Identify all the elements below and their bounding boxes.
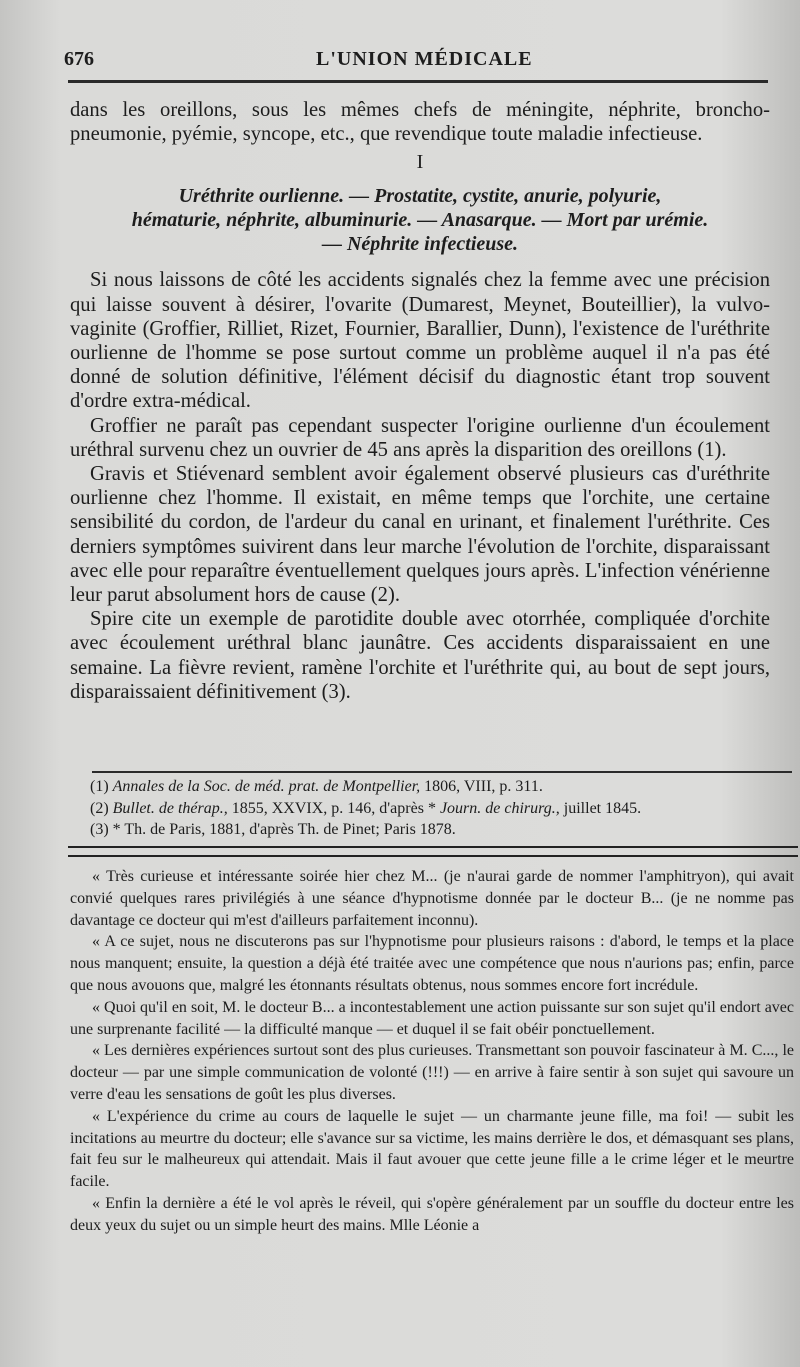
feuilleton-paragraph-2: « A ce sujet, nous ne discuterons pas sur l'hypnotisme pour plusieurs raisons : d'abord, le temps et la place nous manquent; ensuite, la question a déjà été traitée avec une compétence que nous n'aurions pas; enfin, parce que nous avouons que, malgré les étonnants résultats obtenus, nous sommes encore fort incrédule. xyxy=(70,933,794,994)
footnote-2: (2) Bullet. de thérap., 1855, XXVIX, p. 146, d'après * Journ. de chirurg., juillet 1845. xyxy=(90,799,642,817)
paragraph-2: Groffier ne paraît pas cependant suspecter l'origine ourlienne d'un écoulement uréthral survenu chez un ouvrier de 45 ans après la disparition des oreillons (1). xyxy=(70,414,770,461)
page-header xyxy=(64,44,764,78)
feuilleton-paragraph-6: « Enfin la dernière a été le vol après le réveil, qui s'opère généralement par un souffle du docteur entre les deux yeux du sujet ou un simple heurt des mains. Mlle Léonie a xyxy=(70,1194,794,1234)
section-title-line-3: — Néphrite infectieuse. xyxy=(321,233,519,256)
intro-paragraph: dans les oreillons, sous les mêmes chefs de méningite, néphrite, broncho-pneumonie, pyémie, syncope, etc., que revendique toute maladie infectieuse. xyxy=(70,99,770,146)
feuilleton-paragraph-3: « Quoi qu'il en soit, M. le docteur B... a incontestablement une action puissante sur son sujet qu'il endort avec une surprenante facilité — la difficulté manque — et duquel il se fait obéir ponctuellement. xyxy=(70,998,794,1038)
footnote-rule xyxy=(92,771,792,773)
feuilleton-separator xyxy=(68,846,798,857)
page-number: 676 xyxy=(64,48,94,70)
footnotes xyxy=(70,776,770,841)
feuilleton-paragraph-4: « Les dernières expériences surtout sont des plus curieuses. Transmettant son pouvoir fascinateur à M. C..., le docteur — par une simple communication de volonté (!!!) — en arrive à faire sentir à son sujet qui savoure un verre d'eau les sensations de goût les plus diverses. xyxy=(70,1042,794,1103)
section-title-line-1: Uréthrite ourlienne. — Prostatite, cystite, anurie, polyurie, xyxy=(178,185,662,208)
feuilleton-paragraph-1: « Très curieuse et intéressante soirée hier chez M... (je n'aurai garde de nommer l'amphitryon), qui avait convié quelques rares privilégiés à une séance d'hypnotisme donnée par le docteur B... (je ne nomme pas davantage ce docteur qui m'est d'ailleurs parfaitement inconnu). xyxy=(70,868,794,929)
header-rule xyxy=(68,80,768,83)
paragraph-3: Gravis et Stiévenard semblent avoir également observé plusieurs cas d'uréthrite ourlienne chez l'homme. Il existait, en même temps que l'orchite, une certaine sensibilité du cordon, de l'ardeur du canal en urinant, et finalement l'uréthrite. Ces derniers symptômes suivirent dans leur marche l'évolution de l'orchite, disparaissant avec elle pour reparaître éventuellement quelques jours après. L'infection vénérienne leur parut absolument hors de cause (2). xyxy=(70,463,770,607)
section-title-line-2: hématurie, néphrite, albuminurie. — Anasarque. — Mort par urémie. xyxy=(131,209,709,232)
paragraph-4: Spire cite un exemple de parotidite double avec otorrhée, compliquée d'orchite avec écoulement uréthral blanc jaunâtre. Ces accidents disparaissaient en une semaine. La fièvre revient, ramène l'orchite et l'uréthrite qui, au bout de sept jours, disparaissaient définitivement (3). xyxy=(70,608,770,703)
footnote-1: (1) Annales de la Soc. de méd. prat. de Montpellier, 1806, VIII, p. 311. xyxy=(90,778,543,795)
footnote-3: (3) * Th. de Paris, 1881, d'après Th. de Pinet; Paris 1878. xyxy=(90,821,456,838)
feuilleton-paragraph-5: « L'expérience du crime au cours de laquelle le sujet — un charmante jeune fille, ma foi! — subit les incitations au meurtre du docteur; elle s'avance sur sa victime, les mains derrière le dos, et démasquant ses plans, fait feu sur le malheureux qui attendait. Mais il faut avouer que cette jeune fille a le crime léger et le meurtre facile. xyxy=(70,1107,794,1191)
section-number: I xyxy=(416,151,424,174)
feuilleton-column xyxy=(70,866,794,1237)
paragraph-1: Si nous laissons de côté les accidents signalés chez la femme avec une précision qui laisse souvent à désirer, l'ovarite (Dumarest, Meynet, Bouteillier), la vulvo-vaginite (Groffier, Rilliet, Rizet, Fournier, Barallier, Dunn), l'existence de l'uréthrite ourlienne de l'homme se pose surtout comme un problème auquel il n'a pas été donné de solution définitive, l'élément décisif du diagnostic étant trop souvent d'ordre extra-médical. xyxy=(70,269,770,413)
main-article xyxy=(70,98,770,704)
running-title: L'UNION MÉDICALE xyxy=(316,48,533,70)
